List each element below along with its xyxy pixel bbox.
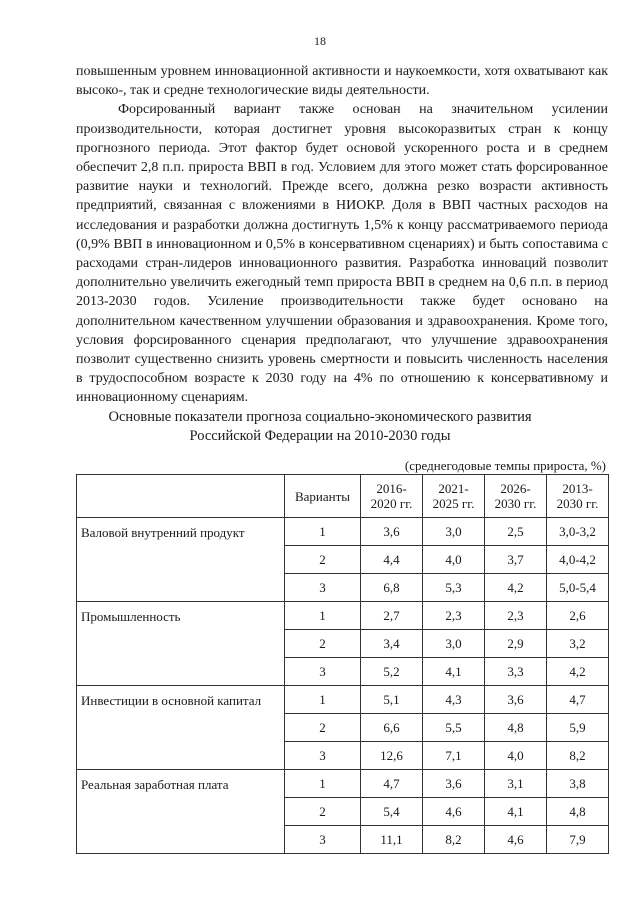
- value-cell: 5,5: [423, 714, 485, 742]
- variant-cell: 2: [285, 714, 361, 742]
- value-cell: 4,0: [485, 742, 547, 770]
- value-cell: 4,8: [547, 798, 609, 826]
- variant-cell: 3: [285, 658, 361, 686]
- table-row: [77, 770, 609, 798]
- value-cell: 4,7: [361, 770, 423, 798]
- value-cell: 2,5: [485, 518, 547, 546]
- indicator-name: Валовой внутренний продукт: [77, 518, 285, 602]
- value-cell: 5,0-5,4: [547, 574, 609, 602]
- value-cell: 2,6: [547, 602, 609, 630]
- paragraph: Форсированный вариант также основан на значительном усилении производительности, которая достигнет уровня высокоразвитых стран к концу прогнозного периода. Этот фактор будет основой ускоренного роста и в среднем обеспечит 2,8 п.п. прироста ВВП в год. Условием для этого может стать форсированное развитие науки и технологий. Прежде всего, должна резко возрасти активность предприятий, связанная с вложениями в НИОКР. Доля в ВВП частных расходов на исследования и разработки должна достигнуть 1,5% к концу рассматриваемого периода (0,9% ВВП в инновационном и 0,5% в консервативном сценариях) и быть сопоставима с расходами стран-лидеров инновационного развития. Разработка инноваций позволит дополнительно увеличить ежегодный темп прироста ВВП в среднем на 0,6 п.п. в период 2013-2030 годов. Усиление производительности также будет основано на дополнительном качественном улучшении образования и здравоохранения. Кроме того, условия форсированного сценария предполагают, что улучшение здравоохранения позволит существенно снизить уровень смертности и повысить численность населения в трудоспособном возрасте к 2030 году на 4% по отношению к консервативному и инновационному сценариям.: [76, 102, 608, 406]
- value-cell: 5,3: [423, 574, 485, 602]
- table-title: [0, 408, 640, 446]
- value-cell: 5,4: [361, 798, 423, 826]
- forecast-table: [76, 474, 609, 854]
- value-cell: 4,1: [423, 658, 485, 686]
- value-cell: 5,1: [361, 686, 423, 714]
- variant-cell: 1: [285, 518, 361, 546]
- paragraph: повышенным уровнем инновационной активности и наукоемкости, хотя охватывают как высоко-, так и средне технологические виды деятельности.: [76, 64, 608, 99]
- value-cell: 2,3: [485, 602, 547, 630]
- header-period-label: 2021- 2025 гг.: [432, 481, 475, 511]
- header-period: [485, 475, 547, 518]
- value-cell: 12,6: [361, 742, 423, 770]
- value-cell: 3,3: [485, 658, 547, 686]
- header-period: [423, 475, 485, 518]
- header-variants: Варианты: [285, 475, 361, 518]
- value-cell: 4,7: [547, 686, 609, 714]
- value-cell: 3,0: [423, 630, 485, 658]
- variant-cell: 3: [285, 574, 361, 602]
- body-text: [76, 62, 608, 408]
- table-title-line: Российской Федерации на 2010-2030 годы: [189, 428, 451, 444]
- value-cell: 3,6: [485, 686, 547, 714]
- header-period: [361, 475, 423, 518]
- header-period-label: 2026- 2030 гг.: [494, 481, 537, 511]
- header-period: [547, 475, 609, 518]
- variant-cell: 3: [285, 826, 361, 854]
- value-cell: 3,6: [361, 518, 423, 546]
- value-cell: 3,1: [485, 770, 547, 798]
- value-cell: 4,6: [423, 798, 485, 826]
- indicator-name: Промышленность: [77, 602, 285, 686]
- variant-cell: 1: [285, 602, 361, 630]
- table-title-line: Основные показатели прогноза социально-экономического развития: [108, 409, 532, 425]
- value-cell: 3,7: [485, 546, 547, 574]
- table-note: (среднегодовые темпы прироста, %): [404, 458, 606, 473]
- value-cell: 4,3: [423, 686, 485, 714]
- value-cell: 4,0-4,2: [547, 546, 609, 574]
- value-cell: 3,0-3,2: [547, 518, 609, 546]
- header-period-label: 2016- 2020 гг.: [370, 481, 413, 511]
- table-row: [77, 686, 609, 714]
- value-cell: 3,4: [361, 630, 423, 658]
- indicator-name: Реальная заработная плата: [77, 770, 285, 854]
- value-cell: 7,9: [547, 826, 609, 854]
- value-cell: 3,8: [547, 770, 609, 798]
- value-cell: 2,7: [361, 602, 423, 630]
- value-cell: 8,2: [423, 826, 485, 854]
- variant-cell: 1: [285, 770, 361, 798]
- value-cell: 4,2: [547, 658, 609, 686]
- value-cell: 3,6: [423, 770, 485, 798]
- variant-cell: 1: [285, 686, 361, 714]
- variant-cell: 3: [285, 742, 361, 770]
- value-cell: 11,1: [361, 826, 423, 854]
- value-cell: 8,2: [547, 742, 609, 770]
- variant-cell: 2: [285, 630, 361, 658]
- value-cell: 4,0: [423, 546, 485, 574]
- value-cell: 3,0: [423, 518, 485, 546]
- table-row: [77, 602, 609, 630]
- table-header-row: [77, 475, 609, 518]
- value-cell: 5,9: [547, 714, 609, 742]
- value-cell: 2,9: [485, 630, 547, 658]
- header-indicator: [77, 475, 285, 518]
- page-number: 18: [314, 34, 326, 48]
- value-cell: 4,1: [485, 798, 547, 826]
- value-cell: 2,3: [423, 602, 485, 630]
- value-cell: 7,1: [423, 742, 485, 770]
- value-cell: 5,2: [361, 658, 423, 686]
- value-cell: 3,2: [547, 630, 609, 658]
- value-cell: 4,2: [485, 574, 547, 602]
- value-cell: 4,6: [485, 826, 547, 854]
- value-cell: 6,8: [361, 574, 423, 602]
- indicator-name: Инвестиции в основной капитал: [77, 686, 285, 770]
- value-cell: 4,8: [485, 714, 547, 742]
- value-cell: 4,4: [361, 546, 423, 574]
- variant-cell: 2: [285, 798, 361, 826]
- value-cell: 6,6: [361, 714, 423, 742]
- variant-cell: 2: [285, 546, 361, 574]
- table-row: [77, 518, 609, 546]
- header-period-label: 2013- 2030 гг.: [556, 481, 599, 511]
